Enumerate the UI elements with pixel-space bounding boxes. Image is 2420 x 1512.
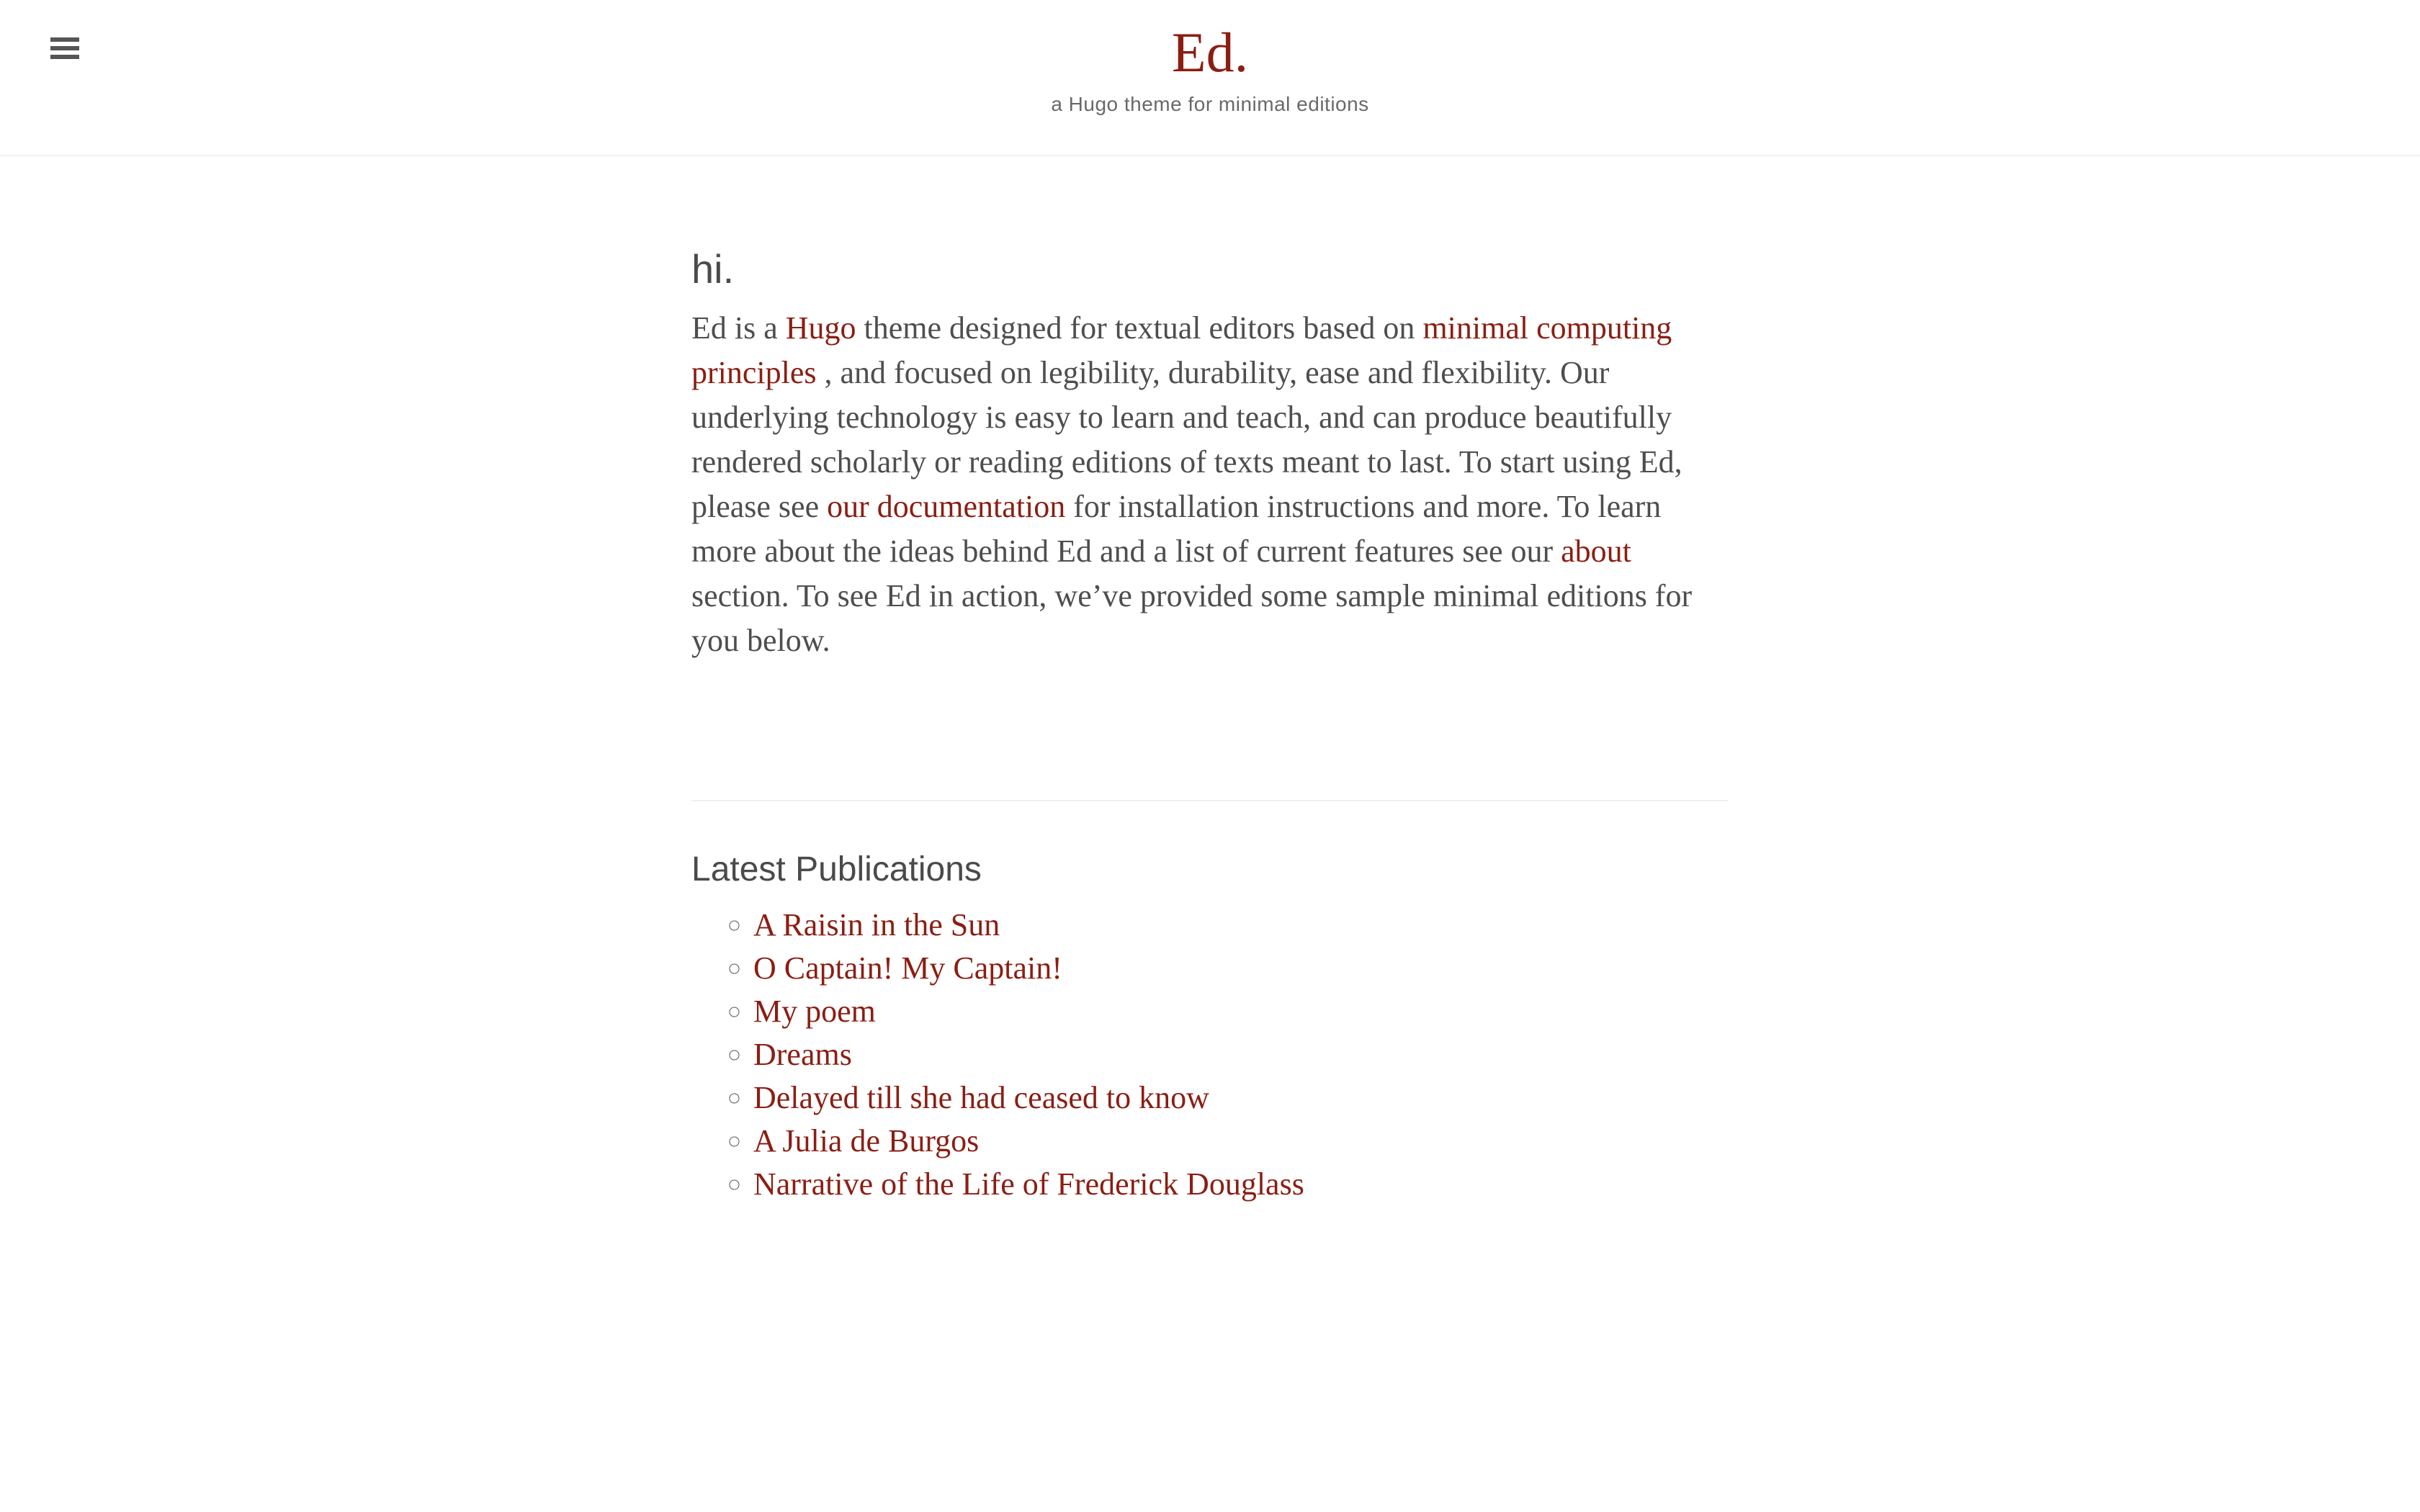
- site-header: [0, 0, 2420, 156]
- publication-link[interactable]: My poem: [753, 993, 876, 1029]
- publication-item: [753, 947, 1729, 990]
- intro-text: section. To see Ed in action, we’ve provided some sample minimal editions for you below.: [691, 578, 1693, 659]
- menu-button[interactable]: [50, 37, 79, 59]
- publication-item: [753, 1076, 1729, 1120]
- intro-paragraph: [691, 306, 1729, 663]
- publication-item: [753, 904, 1729, 947]
- site-subtitle: a Hugo theme for minimal editions: [1051, 93, 1369, 115]
- link-our-documentation[interactable]: our documentation: [827, 489, 1066, 525]
- publication-link[interactable]: A Raisin in the Sun: [753, 906, 1000, 942]
- link-minimal-computing-principles[interactable]: minimal computing principles: [691, 310, 1672, 391]
- publication-item: [753, 1033, 1729, 1076]
- publication-link[interactable]: Delayed till she had ceased to know: [753, 1079, 1209, 1115]
- intro-text: for installation instructions and more. To learn more about the ideas behind Ed and a list of current features see our: [691, 489, 1662, 570]
- publication-link[interactable]: Dreams: [753, 1036, 852, 1072]
- link-about[interactable]: about: [1561, 534, 1631, 570]
- publications-heading: Latest Publications: [691, 850, 982, 889]
- publication-link[interactable]: O Captain! My Captain!: [753, 950, 1062, 986]
- intro-text: , and focused on legibility, durability, ease and flexibility. Our underlying technology is easy to learn and teach, and can produce beautifully rendered scholarly or reading editions of texts meant to last. To start using Ed, please see: [691, 355, 1682, 525]
- greeting-heading: hi.: [691, 246, 735, 292]
- publication-link[interactable]: A Julia de Burgos: [753, 1122, 980, 1158]
- publication-link[interactable]: Narrative of the Life of Frederick Douglass: [753, 1166, 1304, 1202]
- intro-text: theme designed for textual editors based on: [856, 310, 1423, 346]
- section-divider: [691, 800, 1729, 801]
- publication-item: [753, 1120, 1729, 1163]
- intro-text: Ed is a: [691, 310, 786, 346]
- link-hugo[interactable]: Hugo: [785, 310, 856, 346]
- publication-item: [753, 990, 1729, 1033]
- main-content: [691, 156, 1729, 1206]
- publication-item: [753, 1163, 1729, 1206]
- hamburger-icon: [50, 37, 79, 42]
- site-title[interactable]: Ed.: [1171, 21, 1249, 84]
- publications-list: [691, 904, 1729, 1206]
